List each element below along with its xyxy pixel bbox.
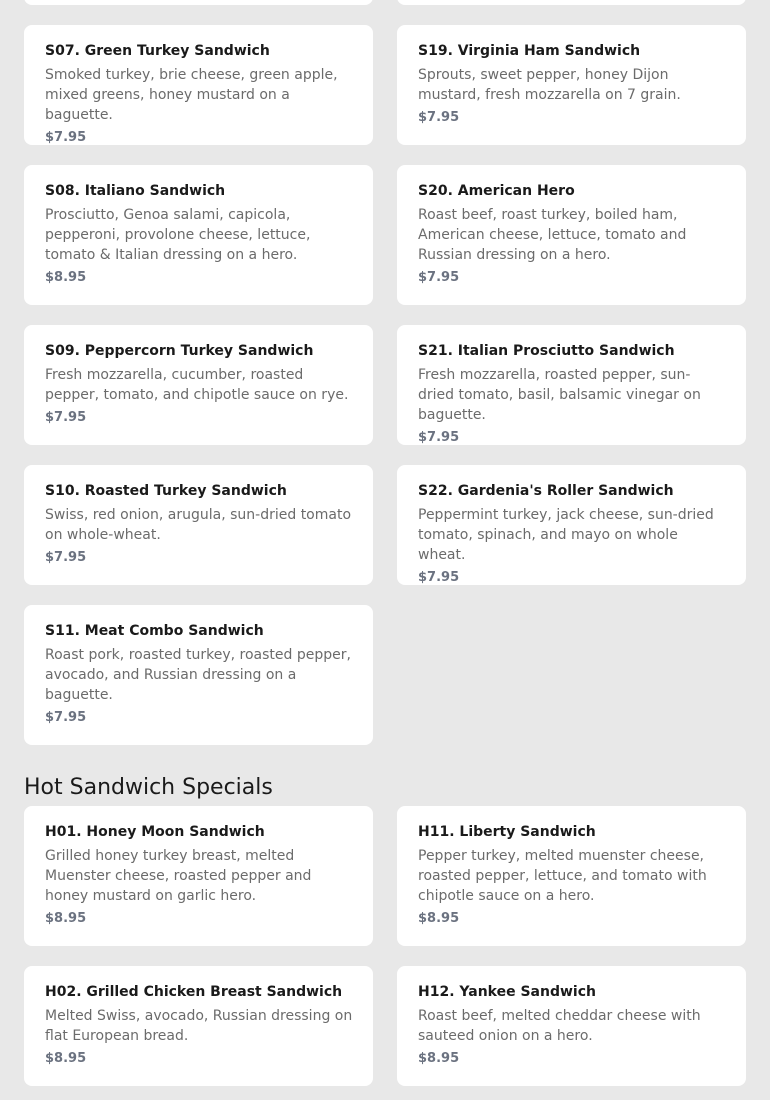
item-name: S20. American Hero xyxy=(418,183,575,199)
item-description: Fresh mozzarella, cucumber, roasted pepper, tomato, and chipotle sauce on rye. xyxy=(45,367,349,403)
item-name: S08. Italiano Sandwich xyxy=(45,183,226,199)
item-description: Grilled honey turkey breast, melted Muenster cheese, roasted pepper and honey mustard on garlic hero. xyxy=(45,848,312,904)
section-title: Hot Sandwich Specials xyxy=(24,775,273,800)
item-name: S07. Green Turkey Sandwich xyxy=(45,43,270,59)
menu-item-card[interactable] xyxy=(397,465,746,585)
item-name: H11. Liberty Sandwich xyxy=(418,824,596,840)
item-name: S10. Roasted Turkey Sandwich xyxy=(45,483,287,499)
menu-item-card[interactable] xyxy=(397,966,746,1086)
menu-item-card-partial[interactable] xyxy=(24,0,373,5)
item-price: $7.95 xyxy=(45,710,87,725)
menu-item-card[interactable] xyxy=(24,806,373,946)
item-description: Roast beef, melted cheddar cheese with sauteed onion on a hero. xyxy=(418,1008,701,1044)
item-price: $7.95 xyxy=(418,110,460,125)
item-name: H12. Yankee Sandwich xyxy=(418,984,596,1000)
menu-item-card[interactable] xyxy=(24,966,373,1086)
menu-item-card[interactable] xyxy=(397,25,746,145)
item-description: Fresh mozzarella, roasted pepper, sun-dried tomato, basil, balsamic vinegar on baguette. xyxy=(418,367,701,423)
item-price: $7.95 xyxy=(45,410,87,425)
menu-item-card-partial[interactable] xyxy=(397,0,746,5)
item-description: Smoked turkey, brie cheese, green apple, mixed greens, honey mustard on a baguette. xyxy=(45,67,338,123)
item-price: $7.95 xyxy=(418,270,460,285)
menu-item-card[interactable] xyxy=(397,165,746,305)
item-price: $8.95 xyxy=(418,1051,460,1066)
item-name: S22. Gardenia's Roller Sandwich xyxy=(418,483,674,499)
item-price: $7.95 xyxy=(418,570,460,585)
menu-item-card[interactable] xyxy=(24,25,373,145)
menu-item-card[interactable] xyxy=(24,465,373,585)
menu-item-card[interactable] xyxy=(397,806,746,946)
item-price: $8.95 xyxy=(45,911,87,926)
item-description: Roast beef, roast turkey, boiled ham, American cheese, lettuce, tomato and Russian dressing on a hero. xyxy=(418,207,687,263)
item-description: Pepper turkey, melted muenster cheese, roasted pepper, lettuce, and tomato with chipotle sauce on a hero. xyxy=(418,848,707,904)
item-price: $8.95 xyxy=(45,1051,87,1066)
item-description: Peppermint turkey, jack cheese, sun-dried tomato, spinach, and mayo on whole wheat. xyxy=(418,507,714,563)
item-description: Prosciutto, Genoa salami, capicola, pepperoni, provolone cheese, lettuce, tomato & Italian dressing on a hero. xyxy=(45,207,311,263)
item-description: Swiss, red onion, arugula, sun-dried tomato on whole-wheat. xyxy=(45,507,352,543)
item-name: S19. Virginia Ham Sandwich xyxy=(418,43,641,59)
item-price: $7.95 xyxy=(45,130,87,145)
menu-item-card[interactable] xyxy=(24,165,373,305)
item-price: $8.95 xyxy=(418,911,460,926)
item-price: $8.95 xyxy=(45,270,87,285)
item-price: $7.95 xyxy=(418,430,460,445)
menu-item-card[interactable] xyxy=(24,325,373,445)
item-description: Melted Swiss, avocado, Russian dressing on flat European bread. xyxy=(45,1008,353,1044)
menu-item-card[interactable] xyxy=(24,605,373,745)
item-description: Roast pork, roasted turkey, roasted pepper, avocado, and Russian dressing on a baguette. xyxy=(45,647,351,703)
item-price: $7.95 xyxy=(45,550,87,565)
item-name: S11. Meat Combo Sandwich xyxy=(45,623,264,639)
item-name: S21. Italian Prosciutto Sandwich xyxy=(418,343,675,359)
item-name: S09. Peppercorn Turkey Sandwich xyxy=(45,343,314,359)
item-name: H02. Grilled Chicken Breast Sandwich xyxy=(45,984,343,1000)
menu-item-card[interactable] xyxy=(397,325,746,445)
item-name: H01. Honey Moon Sandwich xyxy=(45,824,265,840)
item-description: Sprouts, sweet pepper, honey Dijon mustard, fresh mozzarella on 7 grain. xyxy=(418,67,681,103)
